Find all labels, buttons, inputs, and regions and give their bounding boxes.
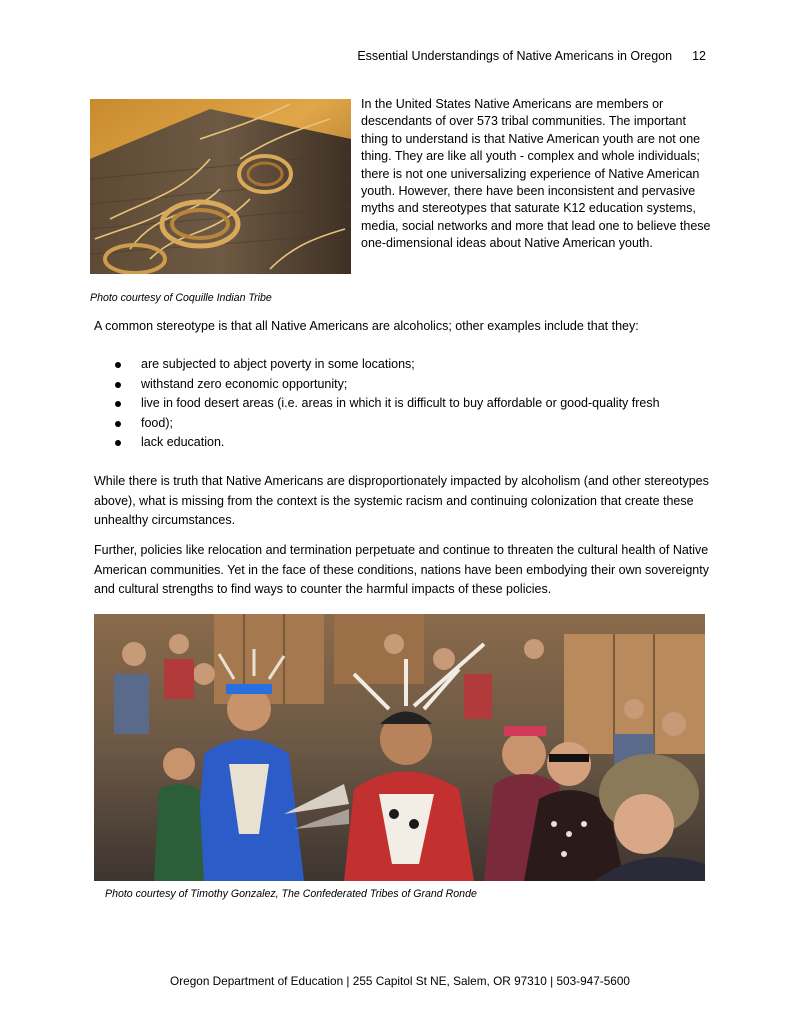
page-number: 12	[692, 49, 706, 63]
list-item-text: live in food desert areas (i.e. areas in which it is difficult to buy affordable or good-quality fresh	[141, 396, 660, 410]
basket-weaving-photo	[90, 99, 351, 274]
intro-paragraph: In the United States Native Americans are members or descendants of over 573 tribal communities. The important thing to understand is that Native American youth are not one thing. They are like all youth - complex and whole individuals; there is not one universalizing experience of Native American youth. However, there have been inconsistent and pervasive myths and stereotypes that saturate K12 education systems, media, social networks and more that lead one to believe these one-dimensional ideas about Native American youth.	[361, 97, 711, 251]
bullet-icon	[115, 440, 121, 446]
bullet-icon	[115, 421, 121, 427]
powwow-dancers-photo	[94, 614, 705, 881]
stereotype-lead-paragraph: A common stereotype is that all Native Americans are alcoholics; other examples include that they:	[94, 319, 639, 333]
list-item	[94, 375, 714, 395]
stereotype-bullet-list	[94, 355, 714, 453]
list-item-text: lack education.	[141, 435, 225, 449]
bullet-icon	[115, 382, 121, 388]
list-item-text: are subjected to abject poverty in some locations;	[141, 357, 415, 371]
list-item	[94, 355, 714, 375]
photo2-caption: Photo courtesy of Timothy Gonzalez, The Confederated Tribes of Grand Ronde	[105, 888, 477, 900]
document-title: Essential Understandings of Native Americans in Oregon	[357, 49, 673, 63]
page-header	[357, 49, 706, 63]
basket-weaving-illustration	[90, 99, 351, 274]
list-item-text: withstand zero economic opportunity;	[141, 376, 348, 391]
list-item	[94, 394, 714, 414]
powwow-dancers-illustration	[94, 614, 705, 881]
page-footer: Oregon Department of Education | 255 Capitol St NE, Salem, OR 97310 | 503-947-5600	[170, 974, 630, 988]
list-item-text: food);	[141, 415, 173, 430]
systemic-racism-paragraph: While there is truth that Native Americans are disproportionately impacted by alcoholism (and other stereotypes above), what is missing from the context is the systemic racism and continuing colonization that create these unhealthy circumstances.	[94, 474, 709, 527]
bullet-icon	[115, 401, 121, 407]
policies-paragraph: Further, policies like relocation and termination perpetuate and continue to threaten the cultural health of Native American communities. Yet in the face of these conditions, nations have been embodying their own sovereignty and cultural strengths to find ways to counter the harmful impacts of these policies.	[94, 543, 709, 596]
list-item	[94, 414, 714, 434]
list-item	[94, 433, 714, 453]
photo1-caption: Photo courtesy of Coquille Indian Tribe	[90, 292, 272, 304]
bullet-icon	[115, 362, 121, 368]
